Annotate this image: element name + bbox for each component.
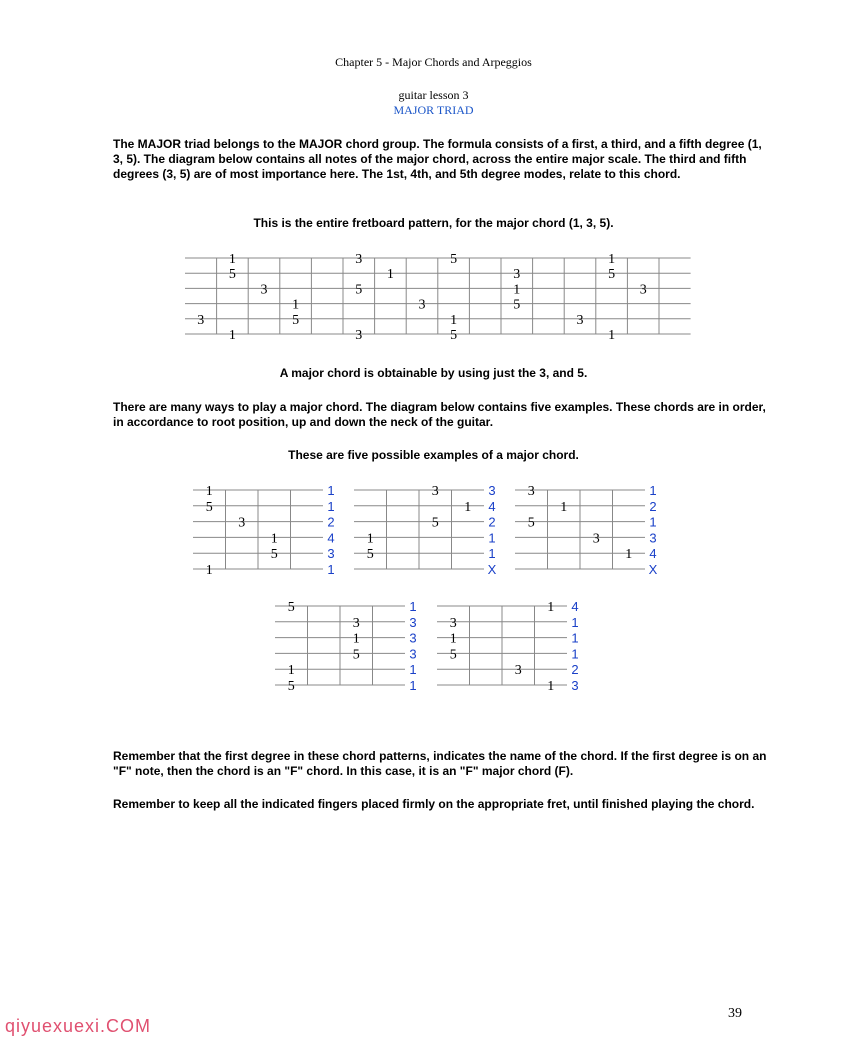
note-degree: 1	[228, 252, 236, 267]
finger-number: 1	[649, 514, 657, 530]
note-degree: 5	[287, 600, 295, 615]
note-degree: 5	[513, 297, 521, 313]
finger-number: 3	[409, 630, 417, 646]
finger-number: 1	[571, 630, 579, 646]
remember-fingers-paragraph: Remember to keep all the indicated fingers placed firmly on the appropriate fret, until finished playing the chord.	[113, 797, 755, 811]
note-degree: 3	[352, 615, 360, 631]
finger-number: 4	[488, 498, 496, 514]
finger-number: X	[648, 562, 658, 577]
note-degree: 1	[560, 499, 568, 515]
finger-number: 4	[327, 530, 335, 546]
note-degree: 3	[639, 282, 647, 298]
finger-number: 4	[571, 599, 579, 614]
note-degree: 1	[352, 631, 360, 647]
note-degree: 5	[450, 328, 458, 343]
chapter-heading: Chapter 5 - Major Chords and Arpeggios	[335, 55, 532, 69]
note-degree: 1	[228, 328, 236, 343]
finger-number: 3	[649, 530, 657, 546]
note-degree: 1	[608, 328, 616, 343]
note-degree: 5	[355, 282, 363, 298]
lesson-subtitle: guitar lesson 3	[398, 88, 469, 102]
note-degree: 1	[547, 600, 555, 615]
note-degree: 1	[205, 484, 213, 499]
finger-number: 3	[409, 614, 417, 630]
note-degree: 1	[608, 252, 616, 267]
note-degree: 1	[205, 563, 213, 578]
finger-number: 1	[409, 662, 417, 678]
finger-number: 1	[488, 530, 496, 546]
note-degree: 3	[514, 663, 522, 679]
finger-number: 2	[488, 514, 496, 530]
chord-diagram	[354, 483, 497, 577]
finger-number: 2	[649, 498, 657, 514]
note-degree: 3	[260, 282, 268, 298]
note-degree: 3	[238, 515, 246, 531]
chord-diagram	[515, 483, 658, 577]
watermark: qiyuexuexi.COM	[5, 1016, 152, 1036]
finger-number: 1	[488, 546, 496, 562]
note-degree: 3	[576, 312, 584, 328]
note-degree: 3	[418, 297, 426, 313]
note-degree: 5	[292, 312, 300, 328]
finger-number: 3	[488, 483, 496, 498]
fretboard-caption: This is the entire fretboard pattern, for the major chord (1, 3, 5).	[253, 216, 614, 230]
note-degree: 5	[608, 267, 616, 283]
finger-number: 1	[571, 646, 579, 662]
note-degree: 5	[228, 267, 236, 283]
chord-diagram	[193, 483, 335, 578]
note-degree: 5	[205, 499, 213, 515]
five-examples-caption: These are five possible examples of a major chord.	[288, 448, 579, 462]
lesson-title: MAJOR TRIAD	[393, 103, 474, 117]
finger-number: 1	[327, 483, 335, 498]
note-degree: 1	[292, 297, 300, 313]
note-degree: 5	[352, 647, 360, 663]
note-degree: 3	[355, 328, 363, 343]
chord-diagram	[437, 599, 579, 694]
note-degree: 1	[449, 631, 457, 647]
finger-number: 1	[649, 483, 657, 498]
note-degree: 5	[366, 547, 374, 563]
note-degree: 1	[547, 679, 555, 694]
finger-number: 3	[409, 646, 417, 662]
obtainable-text: A major chord is obtainable by using just the 3, and 5.	[279, 366, 588, 380]
finger-number: 3	[327, 546, 335, 562]
note-degree: 5	[270, 547, 278, 563]
note-degree: 3	[431, 484, 439, 499]
note-degree: 3	[527, 484, 535, 499]
chord-examples	[193, 483, 658, 694]
note-degree: 3	[592, 531, 600, 547]
note-degree: 1	[287, 663, 295, 679]
finger-number: 1	[409, 599, 417, 614]
note-degree: 1	[625, 547, 633, 563]
note-degree: 5	[449, 647, 457, 663]
page-number: 39	[728, 1006, 742, 1021]
finger-number: X	[487, 562, 497, 577]
finger-number: 1	[409, 678, 417, 693]
note-degree: 1	[386, 267, 394, 283]
note-degree: 5	[450, 252, 458, 267]
note-degree: 3	[355, 252, 363, 267]
note-degree: 1	[366, 531, 374, 547]
note-degree: 3	[449, 615, 457, 631]
note-degree: 1	[464, 499, 472, 515]
note-degree: 5	[287, 679, 295, 694]
finger-number: 2	[571, 662, 579, 678]
finger-number: 1	[327, 498, 335, 514]
note-degree: 5	[431, 515, 439, 531]
note-degree: 1	[270, 531, 278, 547]
fretboard-diagram	[185, 252, 691, 343]
finger-number: 1	[571, 614, 579, 630]
chord-diagram	[275, 599, 417, 694]
note-degree: 1	[513, 282, 521, 298]
finger-number: 3	[571, 678, 579, 693]
many-ways-paragraph: There are many ways to play a major chord. The diagram below contains five examples. These chords are in order, in accordance to root position, up and down the neck of the guitar.	[113, 400, 766, 429]
finger-number: 1	[327, 562, 335, 577]
note-degree: 1	[450, 312, 458, 328]
remember-first-paragraph: Remember that the first degree in these chord patterns, indicates the name of the chord. If the first degree is on an "F" note, then the chord is an "F" chord. In this case, it is an "F" major chord (F).	[113, 749, 767, 778]
intro-paragraph: The MAJOR triad belongs to the MAJOR chord group. The formula consists of a first, a third, and a fifth degree (1, 3, 5). The diagram below contains all notes of the major chord, across the entire major scale. The third and fifth degrees (3, 5) are of most importance here. The 1st, 4th, and 5th degree modes, relate to this chord.	[113, 137, 762, 181]
note-degree: 3	[197, 312, 205, 328]
note-degree: 3	[513, 267, 521, 283]
finger-number: 2	[327, 514, 335, 530]
finger-number: 4	[649, 546, 657, 562]
note-degree: 5	[527, 515, 535, 531]
